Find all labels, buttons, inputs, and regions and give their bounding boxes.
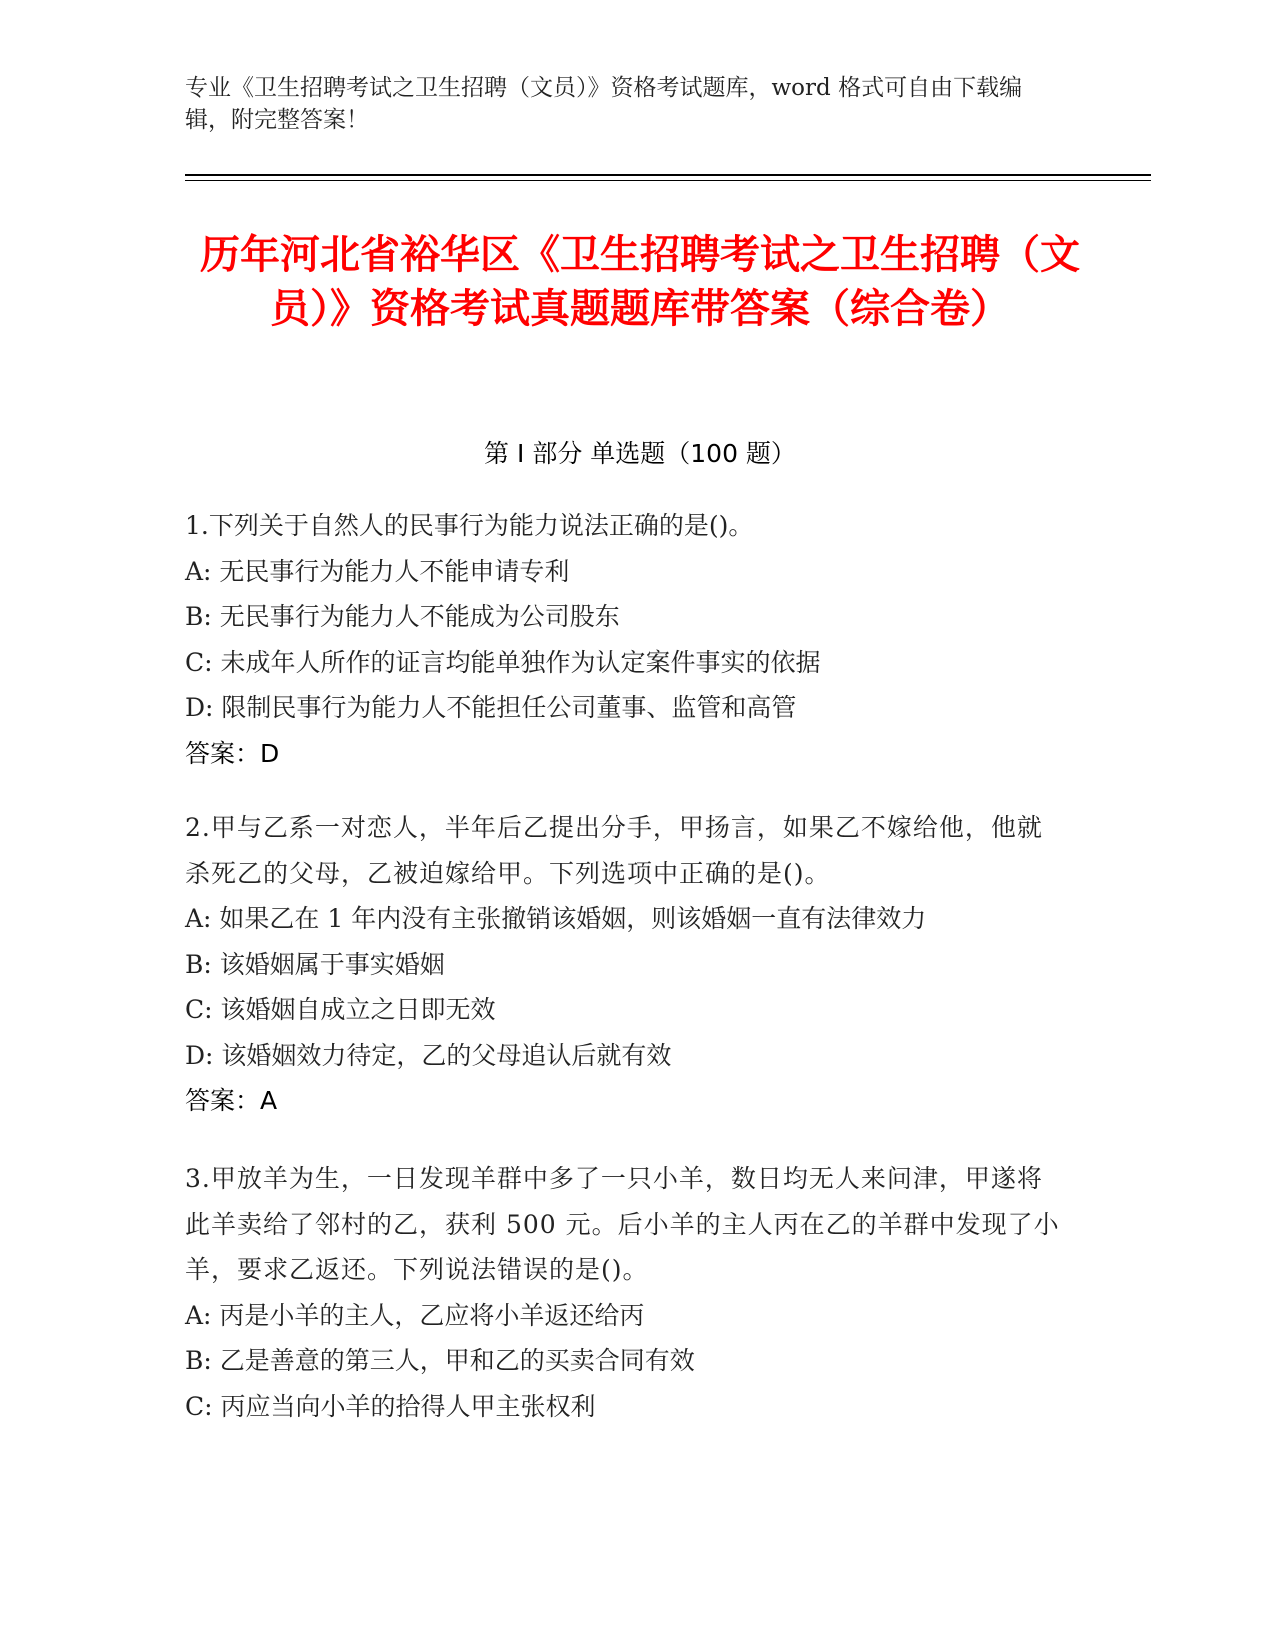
header-divider-thin bbox=[185, 180, 1151, 181]
header-divider-thick bbox=[185, 174, 1151, 176]
document-title: 历年河北省裕华区《卫生招聘考试之卫生招聘（文员）》资格考试真题题库带答案（综合卷） bbox=[200, 232, 1080, 332]
answer-text: 答案：A bbox=[185, 1086, 278, 1115]
option-c: C: 未成年人所作的证言均能单独作为认定案件事实的依据 bbox=[185, 647, 821, 677]
option-a: A: 如果乙在 1 年内没有主张撤销该婚姻，则该婚姻一直有法律效力 bbox=[185, 904, 927, 933]
option-b: B: 该婚姻属于事实婚姻 bbox=[185, 949, 445, 979]
option-c: C: 该婚姻自成立之日即无效 bbox=[185, 995, 496, 1024]
section-heading: 第 I 部分 单选题（100 题） bbox=[484, 439, 796, 468]
question-stem: 2.甲与乙系一对恋人，半年后乙提出分手，甲扬言，如果乙不嫁给他，他就杀死乙的父母，乙被迫嫁给甲。下列选项中正确的是()。 bbox=[185, 813, 1043, 888]
answer-text: 答案：D bbox=[185, 738, 280, 768]
option-d: D: 限制民事行为能力人不能担任公司董事、监管和高管 bbox=[185, 693, 797, 722]
option-a: A: 丙是小羊的主人，乙应将小羊返还给丙 bbox=[185, 1300, 645, 1330]
option-a: A: 无民事行为能力人不能申请专利 bbox=[185, 556, 570, 586]
header-note: 专业《卫生招聘考试之卫生招聘（文员）》资格考试题库，word 格式可自由下载编辑，附完整答案！ bbox=[185, 75, 1023, 133]
question-1 bbox=[185, 503, 1065, 776]
question-stem: 3.甲放羊为生，一日发现羊群中多了一只小羊，数日均无人来问津，甲遂将此羊卖给了邻村的乙，获利 500 元。后小羊的主人丙在乙的羊群中发现了小羊，要求乙返还。下列说法错误的是()。 bbox=[185, 1164, 1060, 1284]
question-3 bbox=[185, 1156, 1065, 1429]
option-b: B: 无民事行为能力人不能成为公司股东 bbox=[185, 602, 620, 631]
option-d: D: 该婚姻效力待定，乙的父母追认后就有效 bbox=[185, 1040, 672, 1070]
question-stem: 1.下列关于自然人的民事行为能力说法正确的是()。 bbox=[185, 511, 754, 540]
option-c: C: 丙应当向小羊的拾得人甲主张权利 bbox=[185, 1391, 596, 1421]
option-b: B: 乙是善意的第三人，甲和乙的买卖合同有效 bbox=[185, 1346, 695, 1375]
question-2 bbox=[185, 805, 1065, 1124]
